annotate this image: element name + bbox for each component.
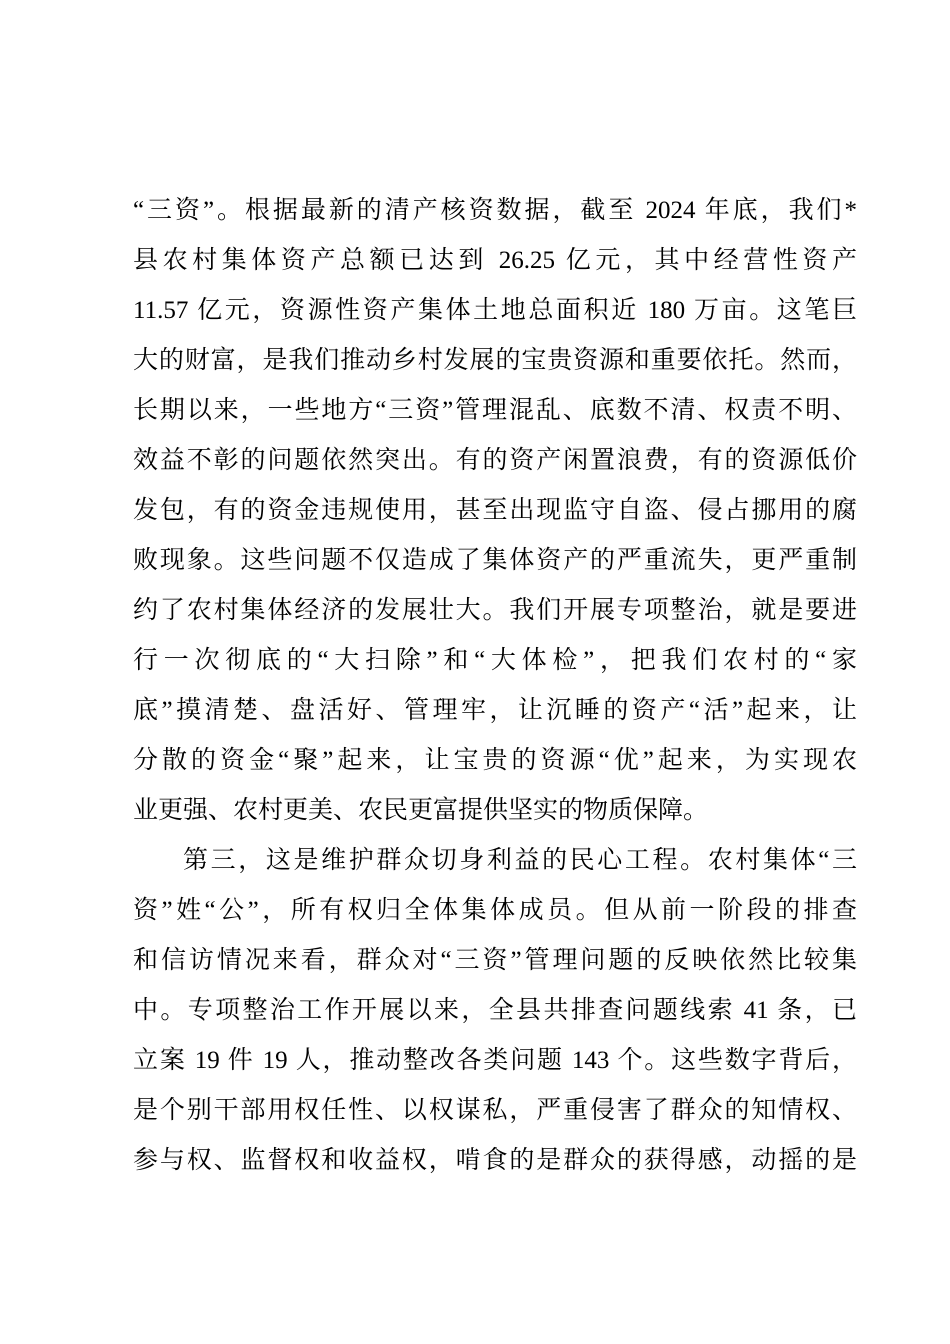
text-line: 县农村集体资产总额已达到 26.25 亿元，其中经营性资产 <box>133 247 857 274</box>
text-line: 立案 19 件 19 人，推动整改各类问题 143 个。这些数字背后， <box>133 1047 857 1074</box>
text-line: 业更强、农村更美、农民更富提供坚实的物质保障。 <box>133 797 709 824</box>
text-line: 中。专项整治工作开展以来，全县共排查问题线索 41 条，已 <box>133 997 857 1024</box>
text-line: 底”摸清楚、盘活好、管理牢，让沉睡的资产“活”起来，让 <box>133 697 857 724</box>
text-line: “三资”。根据最新的清产核资数据，截至 2024 年底，我们* <box>133 197 857 224</box>
text-line: 效益不彰的问题依然突出。有的资产闲置浪费，有的资源低价 <box>133 447 857 474</box>
text-line: 发包，有的资金违规使用，甚至出现监守自盗、侵占挪用的腐 <box>133 497 857 524</box>
text-line: 和信访情况来看，群众对“三资”管理问题的反映依然比较集 <box>133 947 857 974</box>
text-line: 资”姓“公”，所有权归全体集体成员。但从前一阶段的排查 <box>133 897 857 924</box>
text-line: 大的财富，是我们推动乡村发展的宝贵资源和重要依托。然而， <box>133 347 857 374</box>
text-line: 长期以来，一些地方“三资”管理混乱、底数不清、权责不明、 <box>133 397 857 424</box>
text-line: 约了农村集体经济的发展壮大。我们开展专项整治，就是要进 <box>133 597 857 624</box>
document-body <box>133 186 857 1186</box>
text-line: 第三，这是维护群众切身利益的民心工程。农村集体“三 <box>183 847 857 874</box>
text-line: 败现象。这些问题不仅造成了集体资产的严重流失，更严重制 <box>133 547 857 574</box>
text-line: 分散的资金“聚”起来，让宝贵的资源“优”起来，为实现农 <box>133 747 857 774</box>
text-line: 行一次彻底的“大扫除”和“大体检”，把我们农村的“家 <box>133 647 857 674</box>
text-line: 参与权、监督权和收益权，啃食的是群众的获得感，动摇的是 <box>133 1147 857 1174</box>
text-line: 11.57 亿元，资源性资产集体土地总面积近 180 万亩。这笔巨 <box>133 297 857 324</box>
text-line: 是个别干部用权任性、以权谋私，严重侵害了群众的知情权、 <box>133 1097 857 1124</box>
